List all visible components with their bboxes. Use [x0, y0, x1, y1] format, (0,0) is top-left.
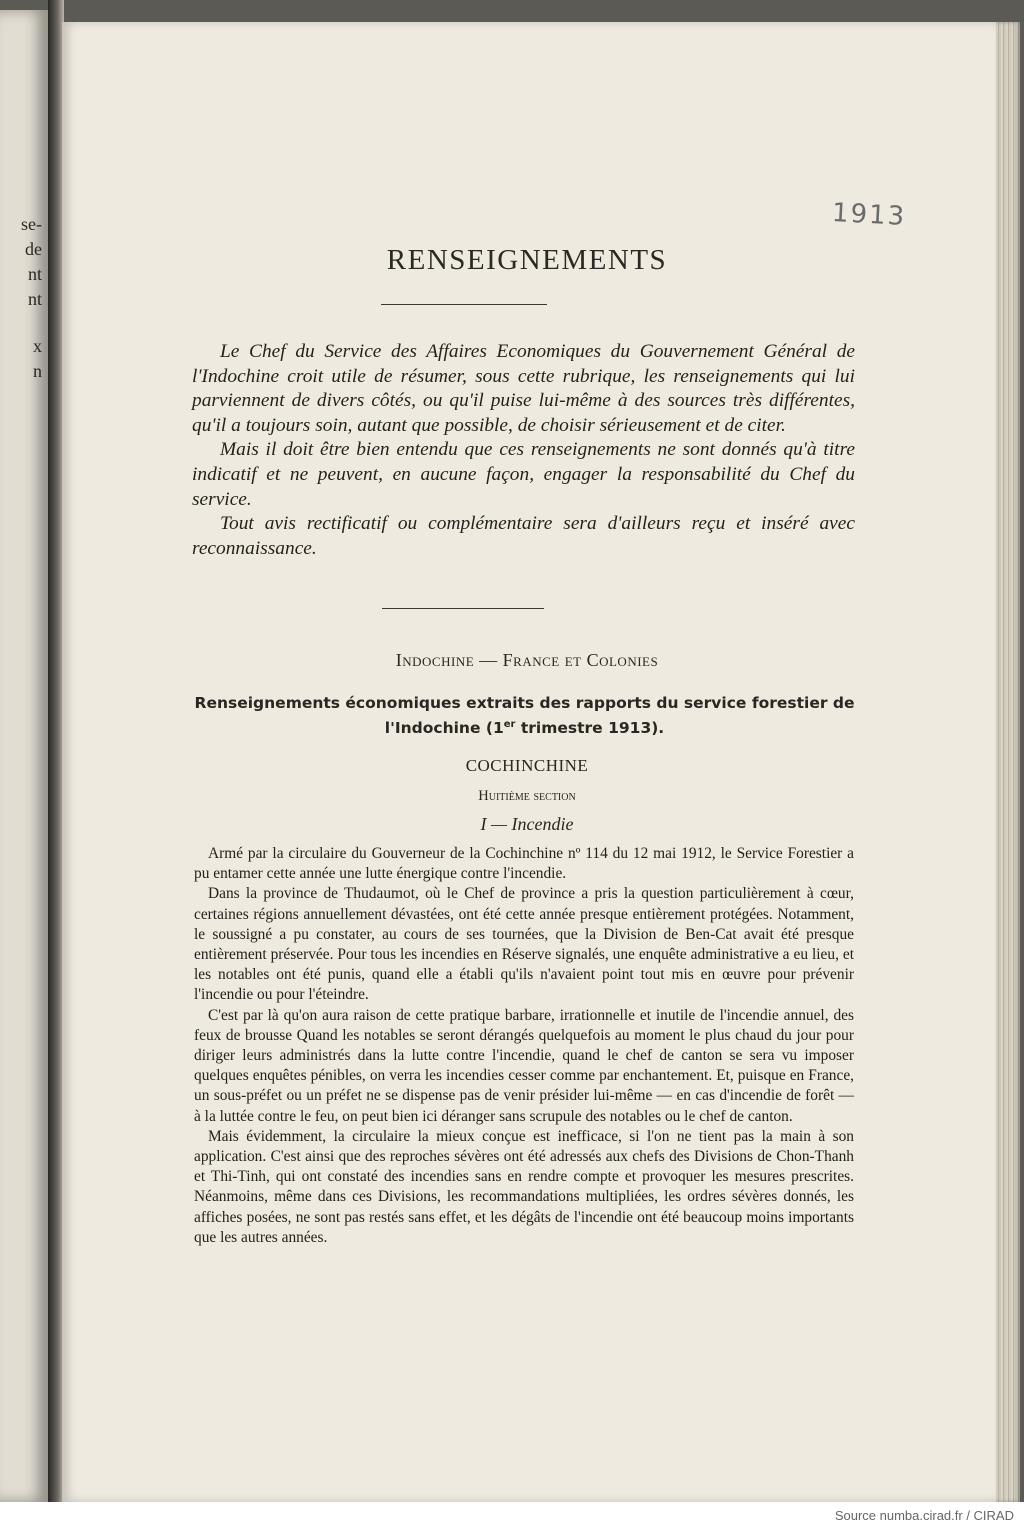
intro-notice — [192, 340, 855, 561]
intro-paragraph: Mais il doit être bien entendu que ces renseignements ne sont donnés qu'à titre indicatif et ne peuvent, en aucune façon, engager la responsabilité du Chef du service. — [192, 439, 855, 510]
previous-page-fragment: nt — [27, 264, 42, 284]
section-rule — [382, 608, 544, 609]
previous-page-fragment: nt — [27, 289, 42, 309]
report-title-text-end: trimestre 1913). — [515, 719, 665, 738]
page-edge — [996, 22, 1020, 1502]
region-heading: COCHINCHINE — [465, 756, 589, 775]
intro-paragraph: Tout avis rectificatif ou complémentaire sera d'ailleurs reçu et inséré avec reconnaissance. — [192, 513, 855, 559]
handwritten-note: 1913 — [831, 198, 907, 232]
previous-page-fragment: x — [33, 336, 42, 356]
previous-page — [0, 10, 48, 1502]
previous-page-fragment: n — [33, 361, 42, 381]
body-text — [194, 844, 854, 1248]
intro-paragraph: Le Chef du Service des Affaires Economiques du Gouvernement Général de l'Indochine croit utile de résumer, sous cette rubrique, les renseignements qui lui parviennent de divers côtés, ou qu'il puise lui-même à des sources très différentes, qu'il a toujours soin, autant que possible, de choisir sérieusement et de citer. — [192, 341, 855, 436]
report-title-text: Renseignements économiques extraits des rapports du service forestier de l'Indochine (1 — [194, 694, 855, 738]
section-heading: Indochine — France et Colonies — [395, 650, 659, 670]
body-paragraph: Mais évidemment, la circulaire la mieux conçue est inefficace, si l'on ne tient pas la main à son application. C'est ainsi que des reproches sévères ont été adressés aux chefs des Divisions de Chon-Thanh et Thi-Tinh, qui ont constaté des incendies sans en rendre compte et provoquer les mesures prescrites. Néanmoins, même dans ces Divisions, les recommandations multipliées, les ordres sévères donnés, les affiches posées, ne sont pas restés sans effet, et les dégâts de l'incendie ont été beaucoup moins importants que les autres années. — [194, 1127, 854, 1246]
previous-page-fragment: se- — [21, 214, 42, 234]
report-title — [192, 692, 857, 739]
title-rule — [381, 304, 547, 305]
previous-page-fragment: de — [25, 239, 42, 259]
topic-heading: I — Incendie — [480, 814, 574, 834]
body-paragraph: C'est par là qu'on aura raison de cette pratique barbare, irrationnelle et inutile de l'incendie annuel, des feux de brousse Quand les notables se seront dérangés quelquefois au moment le plus chaud du jour pour diriger leurs administrés dans la lutte contre l'incendie, quand le chef de canton se sera vu imposer quelques enquêtes pénibles, on verra les incendies cesser comme par enchantement. Et, puisque en France, un sous-préfet ou un préfet ne se dispense pas de venir présider lui-même — en cas d'incendie de forêt — à la luttée contre le feu, on peut bien ici déranger sans scrupule des notables ou le chef de canton. — [194, 1006, 854, 1125]
body-paragraph: Dans la province de Thudaumot, où le Chef de province a pris la question particulièrement à cœur, certaines régions annuellement dévastées, ont été cette année presque entièrement protégées. Notamment, le soussigné a pu constater, au cours de ses tournées, que la Division de Ben-Cat avait été presque entièrement préservée. Pour tous les incendies en Réserve signalés, une enquête administrative a eu lieu, et les notables ont été punis, quand elle a établi qu'ils n'avaient point tout mis en œuvre pour prévenir l'incendie ou pour l'éteindre. — [194, 885, 854, 1004]
document-page — [62, 22, 996, 1502]
page-title: RENSEIGNEMENTS — [386, 244, 668, 276]
source-footer: Source numba.cirad.fr / CIRAD — [834, 1508, 1014, 1523]
report-title-superscript: er — [503, 719, 516, 730]
subsection-heading: Huitième section — [478, 788, 576, 804]
body-paragraph: Armé par la circulaire du Gouverneur de la Cochinchine nº 114 du 12 mai 1912, le Service Forestier a pu entamer cette année une lutte énergique contre l'incendie. — [194, 845, 854, 883]
previous-page-text — [2, 212, 46, 384]
